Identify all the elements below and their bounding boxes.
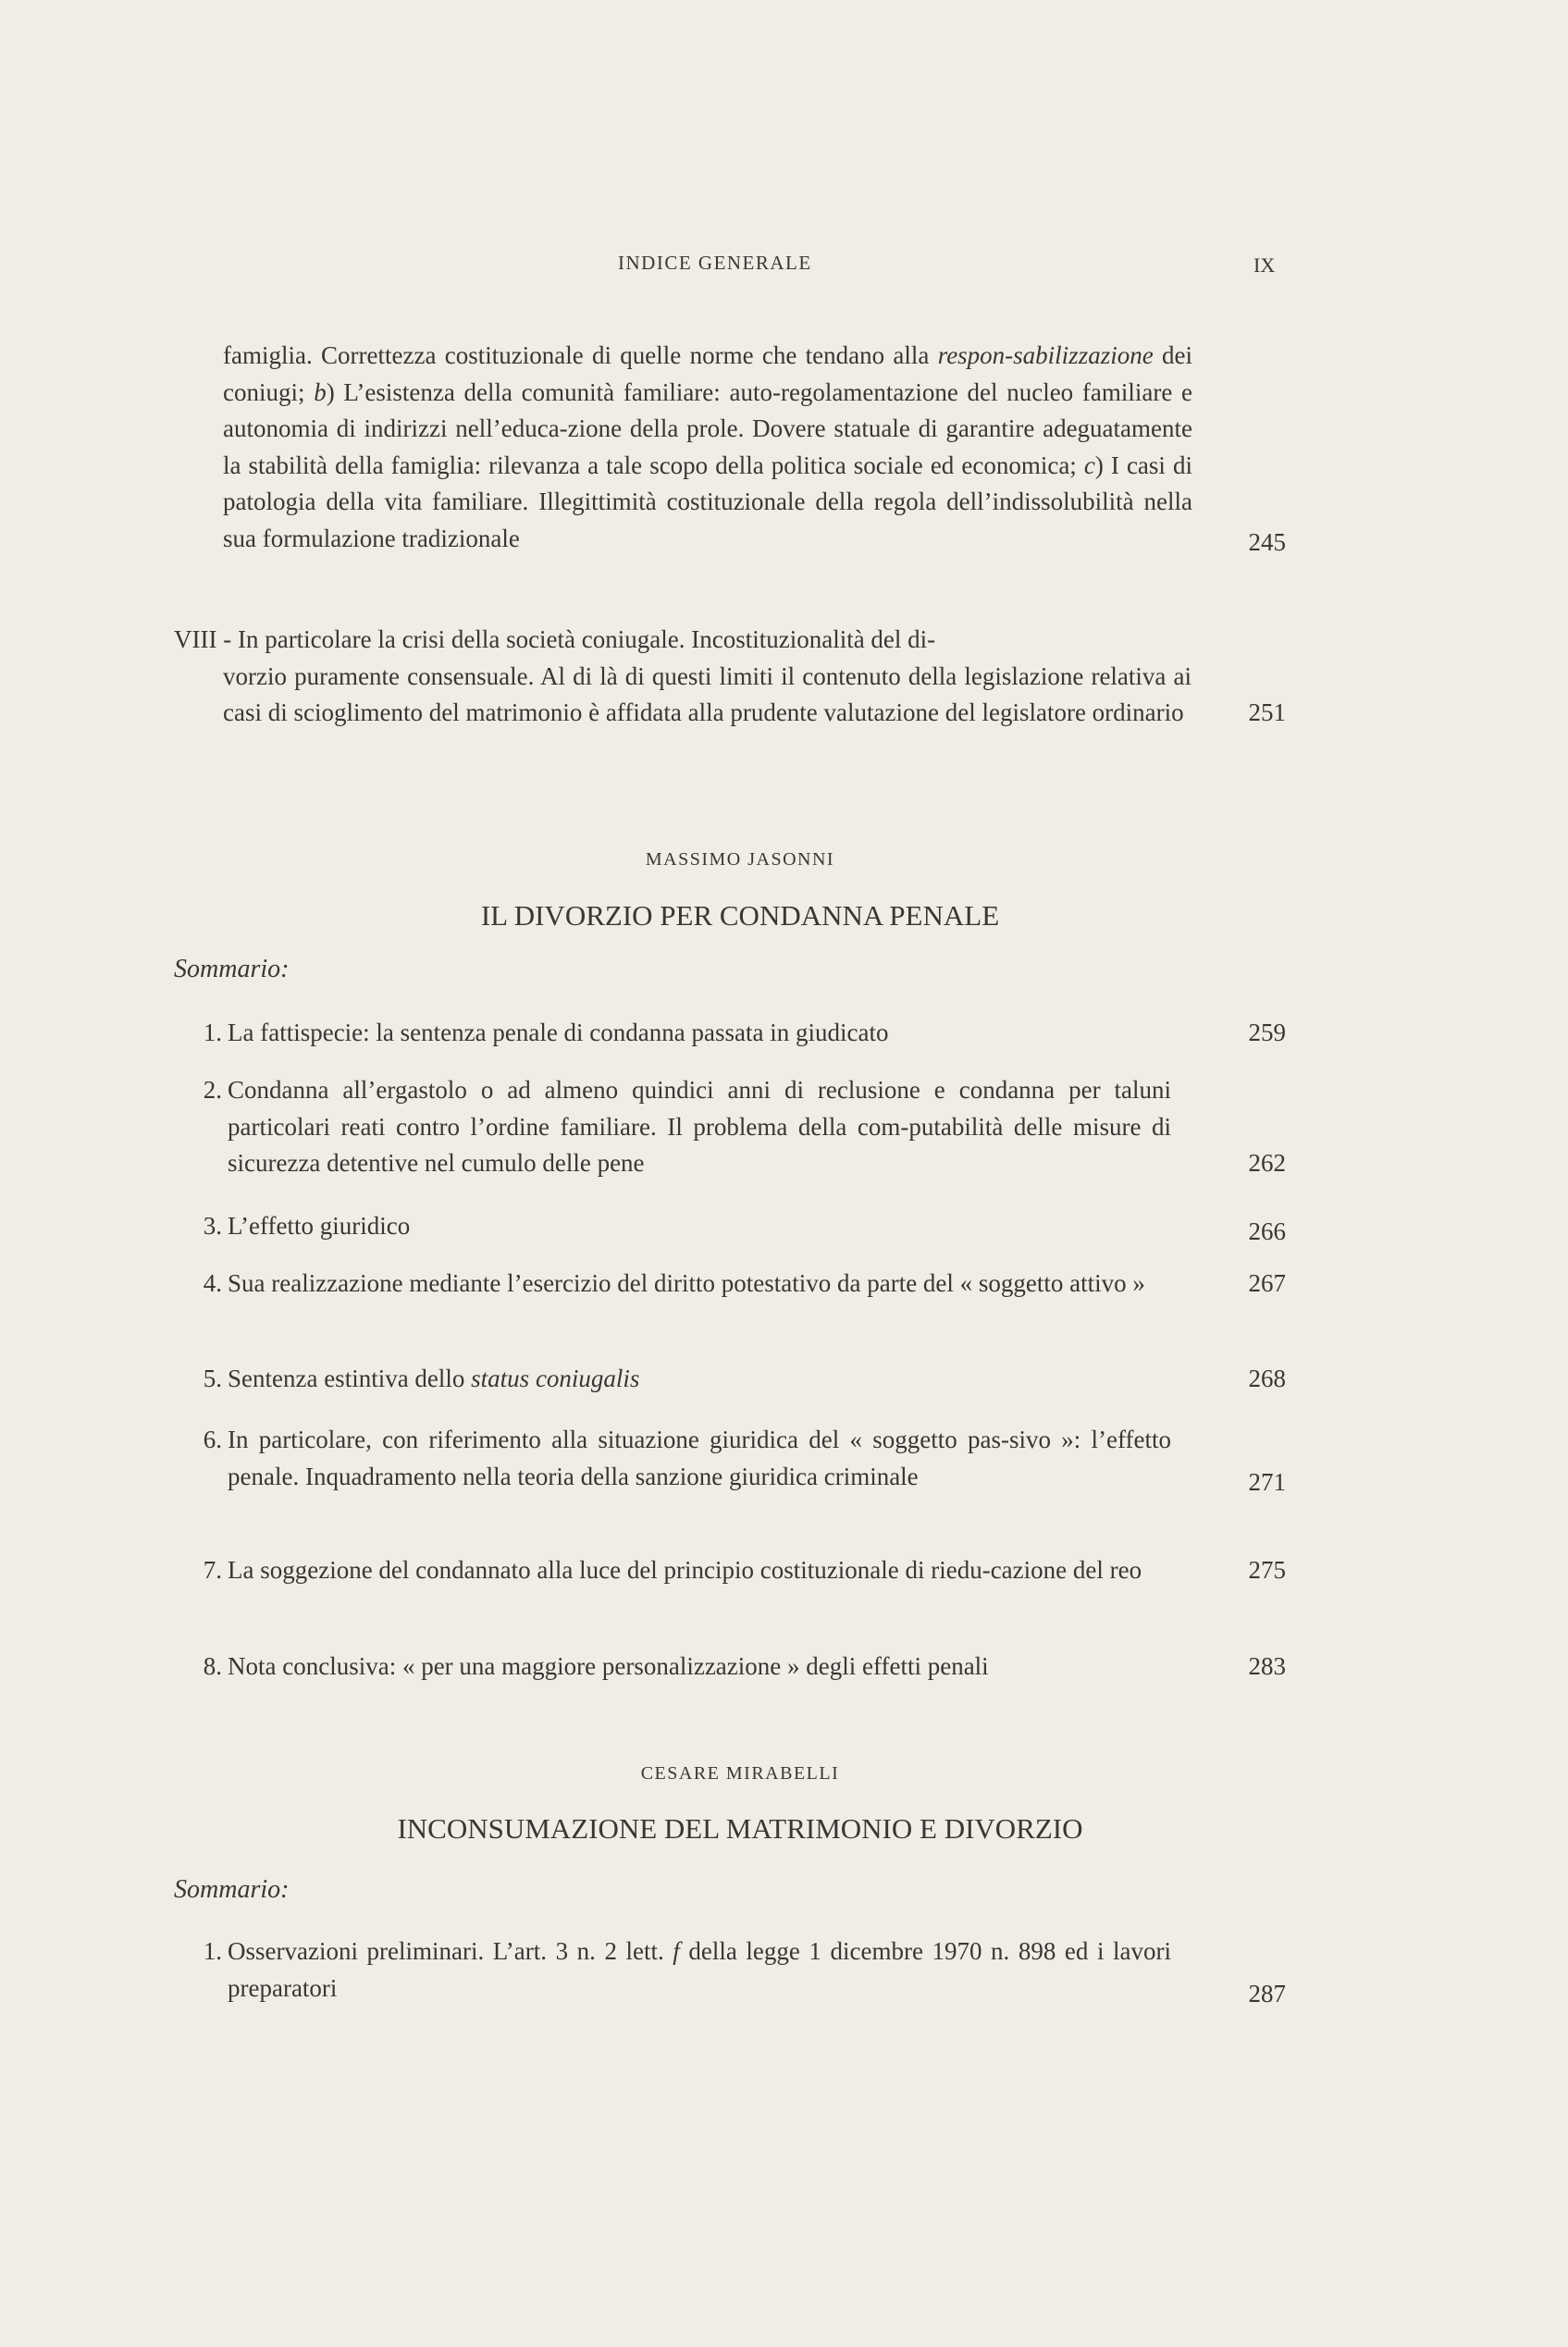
section-viii-entry: [174, 622, 1286, 732]
toc-entry: [167, 1015, 1286, 1052]
entry-page: 266: [1248, 1217, 1286, 1245]
toc-entry: [167, 1422, 1286, 1495]
entry-page: 268: [1248, 1365, 1286, 1392]
entry-number: 5.: [203, 1365, 222, 1392]
entry-text: La soggezione del condannato alla luce del principio costituzionale di riedu-cazione del reo: [228, 1556, 1142, 1584]
essay-author: CESARE MIRABELLI: [640, 1763, 840, 1784]
toc-entry: [167, 1649, 1286, 1686]
entry-number: 6.: [203, 1426, 222, 1453]
summary-label: Sommario:: [174, 955, 290, 983]
entry-page: 267: [1248, 1269, 1286, 1297]
toc-entry: [167, 1552, 1286, 1589]
entry-page: 259: [1248, 1019, 1286, 1046]
text-segment: famiglia. Correttezza costituzionale di quelle norme che tendano alla: [223, 341, 938, 369]
entry-page: 287: [1248, 1979, 1286, 2007]
text-segment: della legge 1 dicembre 1970 n. 898 ed i lavori preparatori: [228, 1937, 1171, 2002]
entry-text: Nota conclusiva: « per una maggiore personalizzazione » degli effetti penali: [228, 1652, 989, 1680]
entry-number: 4.: [203, 1269, 222, 1297]
entry-page: 271: [1248, 1467, 1286, 1496]
entry-text: La fattispecie: la sentenza penale di condanna passata in giudicato: [228, 1019, 889, 1046]
text-italic: b: [314, 377, 327, 406]
entry-text: [228, 1933, 1171, 2007]
entry-text: vorzio puramente consensuale. Al di là di questi limiti il contenuto della legislazione relativa ai casi di scioglimento del matrimonio è affidata alla prudente valutazione del legislatore ordinario: [223, 661, 1191, 726]
entry-number: 1.: [203, 1019, 222, 1046]
entry-text: [228, 1361, 1171, 1398]
entry-page: 251: [1248, 698, 1286, 726]
entry-text: Sua realizzazione mediante l’esercizio del diritto potestativo da parte del « soggetto attivo »: [228, 1269, 1145, 1297]
entry-number: 1.: [203, 1937, 222, 1965]
entry-text: [223, 338, 1192, 557]
essay-title: INCONSUMAZIONE DEL MATRIMONIO E DIVORZIO: [397, 1812, 1083, 1845]
text-italic: respon-sabilizzazione: [937, 341, 1154, 369]
entry-page: 283: [1248, 1652, 1286, 1680]
entry-text: L’effetto giuridico: [228, 1212, 411, 1240]
entry-page: 245: [1248, 527, 1286, 556]
toc-entry: [167, 1208, 1286, 1245]
entry-number: 2.: [203, 1076, 222, 1104]
text-segment: dei coniugi;: [223, 341, 1192, 406]
entry-number: 7.: [203, 1556, 222, 1584]
running-head-title: INDICE GENERALE: [618, 252, 812, 274]
entry-text: Condanna all’ergastolo o ad almeno quindici anni di reclusione e condanna per taluni particolari reati contro l’ordine familiare. Il problema della com-putabilità delle misure di sicurezza detentive nel cumulo delle pene: [228, 1076, 1171, 1177]
text-segment: Sentenza estintiva dello: [228, 1365, 472, 1392]
essay-author: MASSIMO JASONNI: [645, 849, 835, 870]
text-italic: status coniugalis: [471, 1365, 640, 1392]
text-segment: ) L’esistenza della comunità familiare: auto-regolamentazione del nucleo familiare e autonomia di indirizzi nell’educa-zione della prole. Dovere statuale di garantire adeguatamente la stabilità della famiglia: rilevanza a tale scopo della politica sociale ed economica;: [223, 377, 1192, 479]
entry-number: 8.: [203, 1652, 222, 1680]
running-head: [0, 252, 1568, 289]
toc-entry: [167, 1933, 1286, 2007]
essay-title: IL DIVORZIO PER CONDANNA PENALE: [480, 899, 1000, 932]
entry-number: 3.: [203, 1212, 222, 1240]
entry-text: In particolare, con riferimento alla situazione giuridica del « soggetto pas-sivo »: l’effetto penale. Inquadramento nella teoria della sanzione giuridica criminale: [228, 1426, 1171, 1490]
text-italic: f: [673, 1937, 680, 1965]
page-number: IX: [1253, 253, 1276, 277]
toc-entry: [167, 1072, 1286, 1182]
entry-page: 262: [1248, 1149, 1286, 1177]
toc-entry: [167, 1361, 1286, 1398]
continuation-entry: [223, 338, 1286, 557]
entry-label: VIII - In particolare la crisi della società coniugale. Incostituzionalità del di-: [174, 625, 936, 653]
summary-label: Sommario:: [174, 1875, 290, 1904]
entry-page: 275: [1248, 1556, 1286, 1584]
text-italic: c: [1083, 451, 1095, 479]
text-segment: ) I casi di patologia della vita familiare. Illegittimità costituzionale della regola dell’indissolubilità nella sua formulazione tradizionale: [223, 451, 1192, 552]
text-segment: Osservazioni preliminari. L’art. 3 n. 2 lett.: [228, 1937, 673, 1965]
toc-entry: [167, 1266, 1286, 1303]
